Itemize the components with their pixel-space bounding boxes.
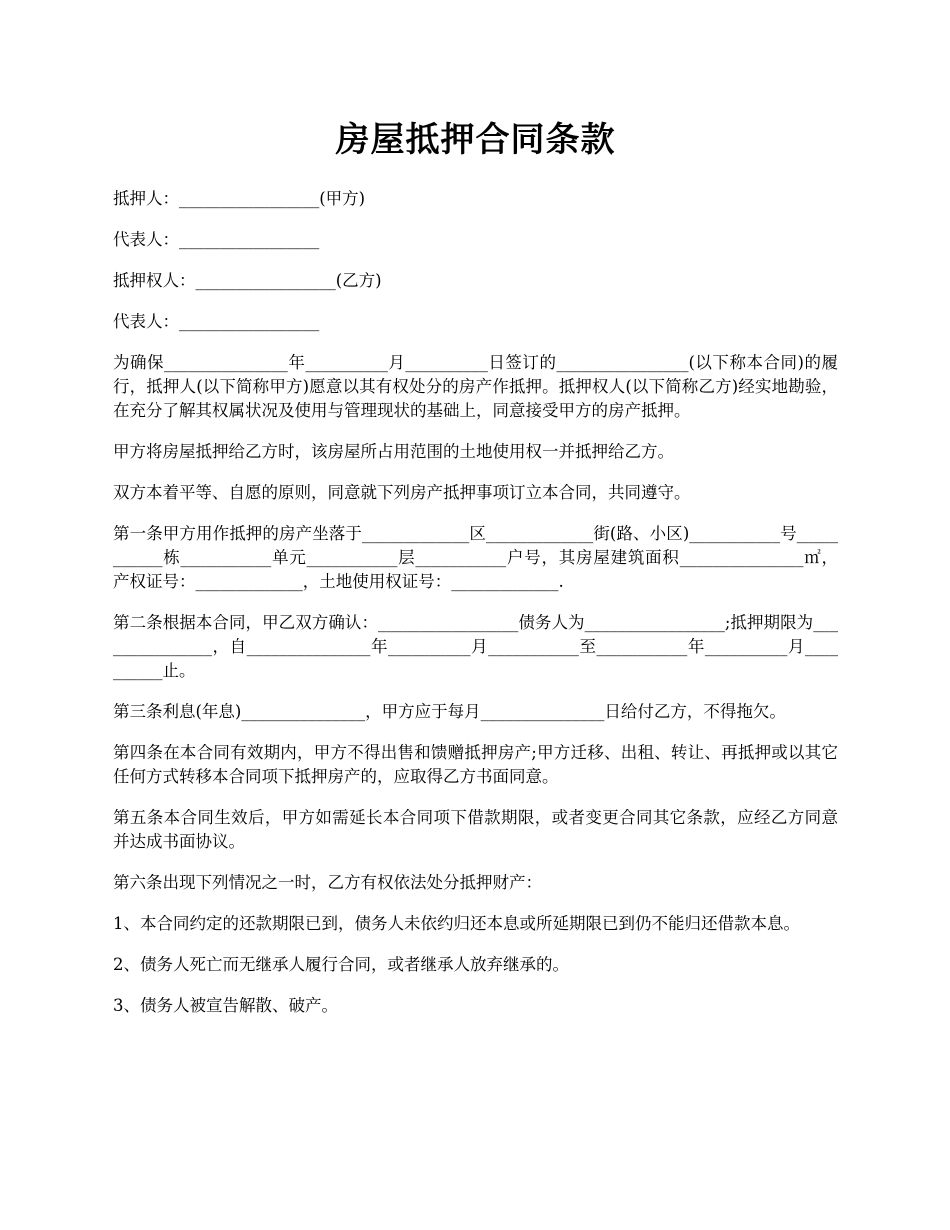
pledgor-line: 抵押人：_________________(甲方) [113,189,366,208]
pledgee-representative-line: 代表人：_________________ [113,312,320,331]
article-5: 第五条本合同生效后，甲方如需延长本合同项下借款期限，或者变更合同其它条款，应经乙方同意并达成书面协议。 [113,808,838,851]
document-title: 房屋抵押合同条款 [335,120,616,160]
land-use-paragraph: 甲方将房屋抵押给乙方时，该房屋所占用范围的土地使用权一并抵押给乙方。 [113,442,674,461]
principle-paragraph: 双方本着平等、自愿的原则，同意就下列房产抵押事项订立本合同，共同遵守。 [113,483,691,502]
article-6-item-2: 2、债务人死亡而无继承人履行合同，或者继承人放弃继承的。 [113,955,569,974]
article-6-item-3: 3、债务人被宣告解散、破产。 [113,996,338,1015]
article-1: 第一条甲方用作抵押的房产坐落于_____________区_____________街(路、小区)___________号___________栋___________单元___________层___________户号，其房屋建筑面积_______________㎡，产权证号：_____________，土地使用权证号：_____________. [113,524,838,591]
pledgor-representative-line: 代表人：_________________ [113,230,320,249]
article-4: 第四条在本合同有效期内，甲方不得出售和馈赠抵押房产;甲方迁移、出租、转让、再抵押或以其它任何方式转移本合同项下抵押房产的，应取得乙方书面同意。 [113,743,838,786]
article-6: 第六条出现下列情况之一时，乙方有权依法处分抵押财产： [113,873,542,892]
article-2: 第二条根据本合同，甲乙双方确认：_________________债务人为_________________;抵押期限为_______________，自_______________年__________月___________至___________年__________月__________止。 [113,613,838,680]
pledgee-line: 抵押权人：_________________(乙方) [113,271,382,290]
article-6-item-1: 1、本合同约定的还款期限已到，债务人未依约归还本息或所延期限已到仍不能归还借款本息。 [113,914,800,933]
preamble-paragraph: 为确保_______________年__________月__________日签订的________________(以下称本合同)的履行，抵押人(以下简称甲方)愿意以其有权处分的房产作抵押。抵押权人(以下简称乙方)经实地勘验，在充分了解其权属状况及使用与管理现状的基础上，同意接受甲方的房产抵押。 [113,353,838,420]
article-3: 第三条利息(年息)_______________，甲方应于每月_______________日给付乙方，不得拖欠。 [113,702,786,721]
